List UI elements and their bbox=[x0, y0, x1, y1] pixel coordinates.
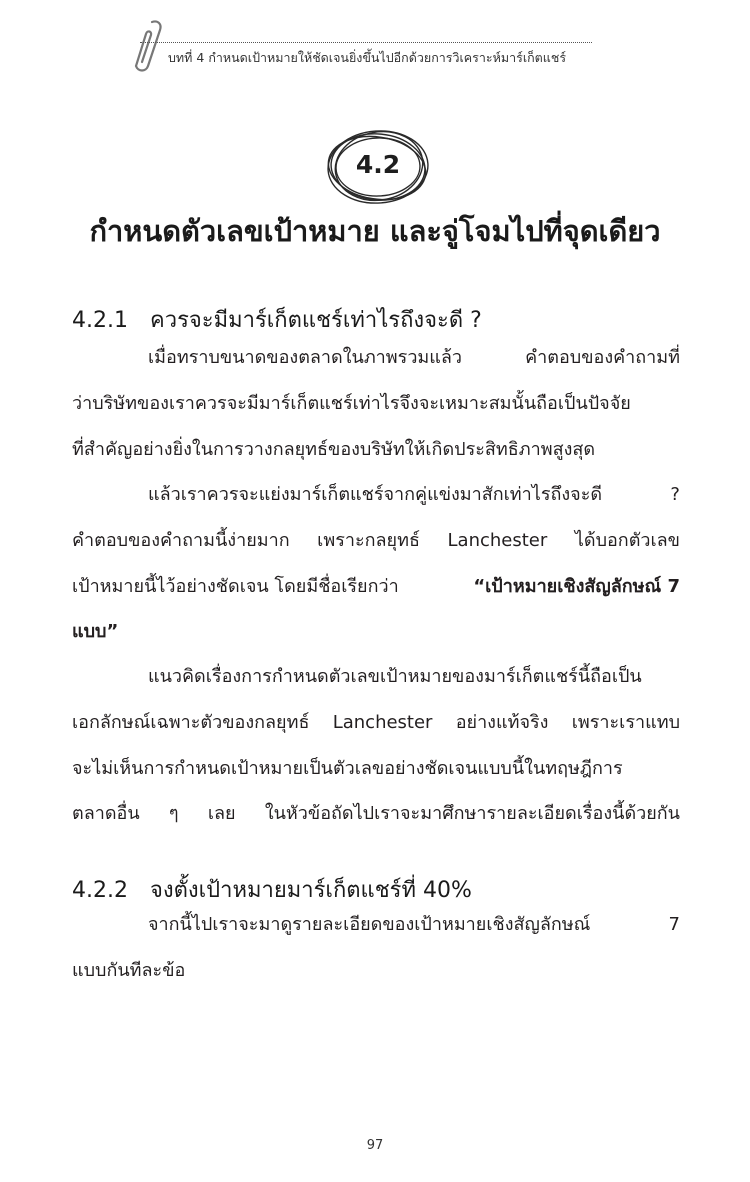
emphasis-text: แบบ” bbox=[72, 621, 119, 642]
section-number: 4.2 bbox=[355, 150, 401, 179]
emphasis-text: “เป้าหมายเชิงสัญลักษณ์ 7 bbox=[473, 576, 680, 597]
paragraph-line: ตลาดอื่น ๆ เลย ในหัวข้อถัดไปเราจะมาศึกษารายละเอียดเรื่องนี้ด้วยกัน bbox=[72, 803, 680, 824]
paragraph-line: คำตอบของคำถามนี้ง่ายมาก เพราะกลยุทธ์ Lanchester ได้บอกตัวเลข bbox=[72, 530, 680, 551]
subsection-title: จงตั้งเป้าหมายมาร์เก็ตแชร์ที่ 40% bbox=[150, 878, 472, 903]
paragraph-line: แนวคิดเรื่องการกำหนดตัวเลขเป้าหมายของมาร์เก็ตแชร์นี้ถือเป็น bbox=[148, 666, 642, 687]
paragraph-line: ที่สำคัญอย่างยิ่งในการวางกลยุทธ์ของบริษัทให้เกิดประสิทธิภาพสูงสุด bbox=[72, 439, 596, 460]
subsection-number: 4.2.2 bbox=[72, 878, 128, 903]
paragraph-line bbox=[72, 575, 680, 599]
paperclip-icon bbox=[130, 18, 166, 74]
subsection-title: ควรจะมีมาร์เก็ตแชร์เท่าไรถึงจะดี ? bbox=[150, 308, 482, 333]
paragraph-text: เป้าหมายนี้ไว้อย่างชัดเจน โดยมีชื่อเรียกว่า bbox=[72, 576, 399, 597]
subsection-heading-1 bbox=[72, 302, 482, 337]
paragraph-line: เอกลักษณ์เฉพาะตัวของกลยุทธ์ Lanchester อย่างแท้จริง เพราะเราแทบ bbox=[72, 712, 680, 733]
paragraph-line: จะไม่เห็นการกำหนดเป้าหมายเป็นตัวเลขอย่างชัดเจนแบบนี้ในทฤษฎีการ bbox=[72, 758, 623, 779]
section-title: กำหนดตัวเลขเป้าหมาย และจู่โจมไปที่จุดเดียว bbox=[89, 214, 661, 248]
paragraph-line: ว่าบริษัทของเราควรจะมีมาร์เก็ตแชร์เท่าไรจึงจะเหมาะสมนั้นถือเป็นปัจจัย bbox=[72, 393, 631, 414]
subsection-number: 4.2.1 bbox=[72, 308, 128, 333]
paragraph-line: แบบกันทีละข้อ bbox=[72, 960, 186, 981]
running-header: บทที่ 4 กำหนดเป้าหมายให้ชัดเจนยิ่งขึ้นไปอีกด้วยการวิเคราะห์มาร์เก็ตแชร์ bbox=[168, 50, 567, 65]
header-divider bbox=[140, 42, 592, 43]
subsection-heading-2 bbox=[72, 872, 472, 907]
paragraph-line: เมื่อทราบขนาดของตลาดในภาพรวมแล้ว คำตอบของคำถามที่ bbox=[148, 347, 680, 368]
page-number: 97 bbox=[366, 1138, 384, 1153]
paragraph-line: แล้วเราควรจะแย่งมาร์เก็ตแชร์จากคู่แข่งมาสักเท่าไรถึงจะดี ? bbox=[148, 484, 680, 505]
paragraph-line: จากนี้ไปเราจะมาดูรายละเอียดของเป้าหมายเชิงสัญลักษณ์ 7 bbox=[148, 914, 680, 935]
